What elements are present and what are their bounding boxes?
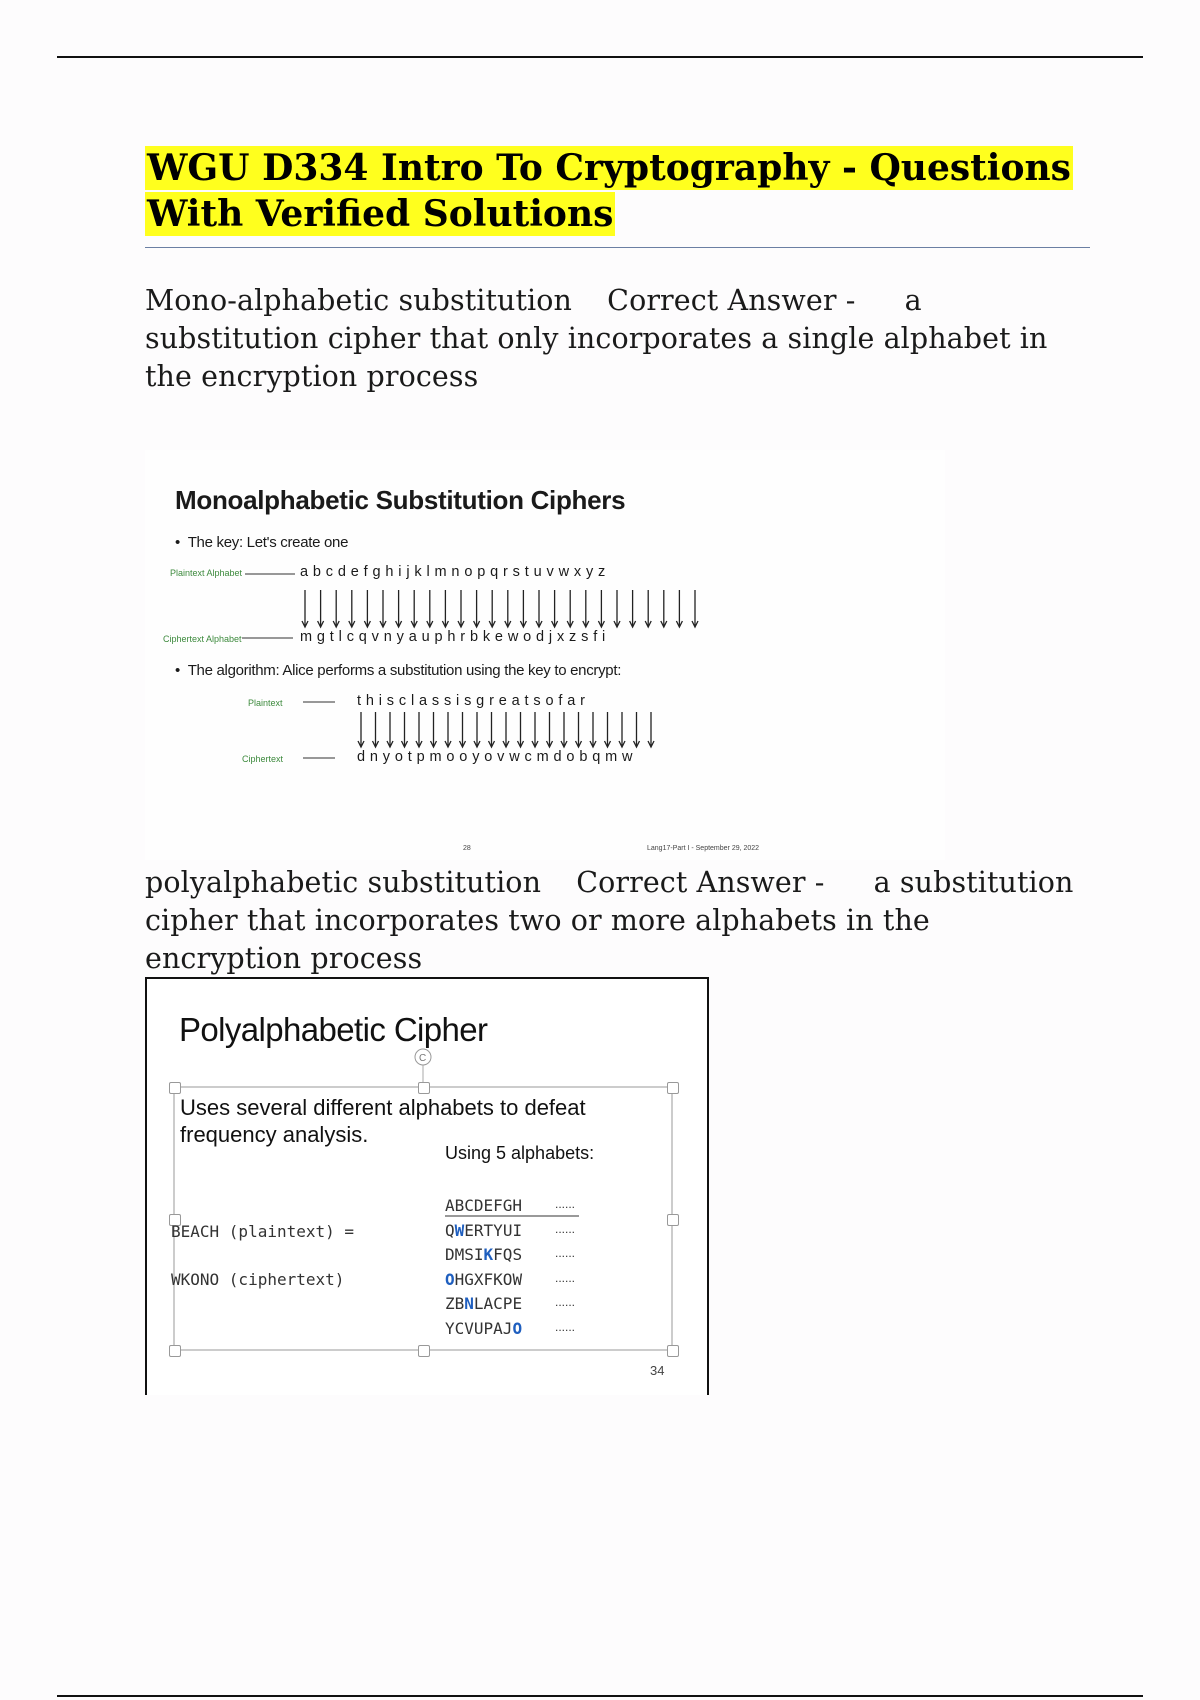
qa-answer-start: a substitution (145, 284, 922, 355)
qa-term: polyalphabetic substitution (145, 866, 542, 899)
slide-bullet-algorithm: • The algorithm: Alice performs a substitution using the key to encrypt: (175, 662, 622, 679)
svg-text:C: C (419, 1053, 427, 1064)
mapping-arrows (145, 450, 945, 860)
ciphertext-alphabet: m g t l c q v n y a u p h r b k e w o d j x z s f i (300, 629, 606, 645)
slide-footer-info: Lang17-Part I - September 29, 2022 (647, 845, 760, 852)
alphabet-row-ellipsis: ...... (555, 1246, 576, 1260)
ciphertext-label: Ciphertext (242, 754, 284, 764)
slide-heading: Monoalphabetic Substitution Ciphers (175, 485, 626, 515)
title-line-2: With Verified Solutions (147, 193, 614, 235)
alphabet-row-ellipsis: ...... (555, 1319, 576, 1334)
using-alphabets: Using 5 alphabets: (445, 1143, 595, 1163)
alphabet-row: QWERTYUI (445, 1220, 523, 1240)
qa-answer-text: cipher that incorporates two or more alphabets in the encryption process (145, 904, 930, 975)
qa-answer-label: Correct Answer - (607, 284, 856, 317)
slide-number: 34 (650, 1363, 665, 1378)
ciphertext-alphabet-label: Ciphertext Alphabet (163, 634, 242, 644)
qa-answer-label: Correct Answer - (576, 866, 825, 899)
bottom-rule (57, 1695, 1143, 1697)
plaintext-label: Plaintext (248, 698, 283, 708)
qa-polyalphabetic (145, 864, 1090, 978)
slide-body: Uses several different alphabets to defeat frequency analysis. (180, 1095, 586, 1147)
slide-bullet-key: • The key: Let's create one (175, 534, 349, 551)
document-title (145, 145, 1090, 237)
top-rule (57, 56, 1143, 58)
slide-page-number: 28 (463, 845, 471, 852)
alphabet-row-ellipsis: ...... (555, 1197, 576, 1211)
title-line-1: WGU D334 Intro To Cryptography - Questions (147, 147, 1071, 189)
alphabet-underline (147, 979, 707, 1395)
alphabet-row-ellipsis: ...... (555, 1270, 576, 1285)
slide-heading: Polyalphabetic Cipher (179, 1011, 488, 1048)
alphabet-row: ZBNLACPE (445, 1294, 523, 1313)
ciphertext-row: d n y o t p m o o y o v w c m d o b q m w (357, 749, 633, 765)
alphabet-row: OHGXFKOW (445, 1269, 523, 1289)
plaintext-alphabet-label: Plaintext Alphabet (170, 568, 243, 578)
alphabet-row: YCVUPAJO (445, 1318, 523, 1338)
alphabet-row: DMSIKFQS (445, 1245, 523, 1264)
plaintext-label: BEACH (plaintext) = (171, 1222, 355, 1241)
qa-mono-alphabetic (145, 282, 1090, 396)
polyalphabetic-slide-image (145, 977, 709, 1395)
qa-answer-start: a substitution (873, 866, 1074, 899)
ciphertext-label: WKONO (ciphertext) (171, 1270, 345, 1289)
plaintext-alphabet: a b c d e f g h i j k l m n o p q r s t u v w x y z (300, 564, 606, 580)
monoalphabetic-slide-image (145, 450, 945, 860)
title-divider (145, 247, 1090, 248)
alphabet-row-ellipsis: ...... (555, 1295, 576, 1309)
alphabet-row-ellipsis: ...... (555, 1221, 576, 1236)
qa-term: Mono-alphabetic substitution (145, 284, 572, 317)
plaintext-row: t h i s c l a s s i s g r e a t s o f a r (357, 693, 586, 709)
alphabet-row: ABCDEFGH (445, 1196, 523, 1215)
qa-answer-text: cipher that only incorporates a single alphabet in the encryption process (145, 322, 1048, 393)
